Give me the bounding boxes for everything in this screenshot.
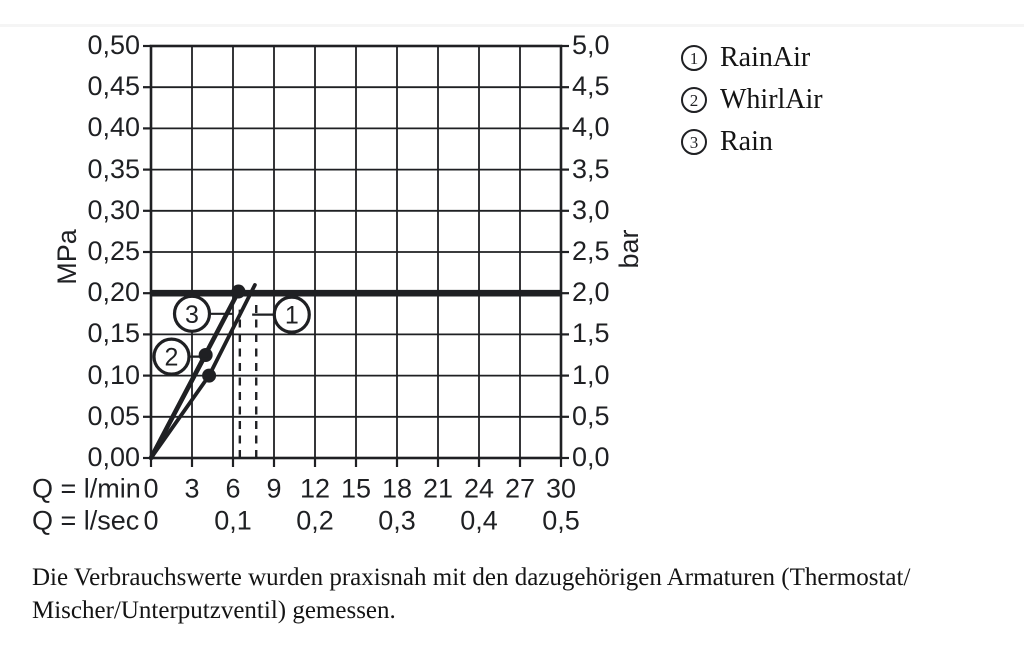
y-tick-bar: 2,0: [572, 277, 610, 308]
x-tick-lsec: 0,5: [542, 505, 580, 536]
x-tick-lmin: 21: [422, 473, 454, 504]
y-tick-bar: 0,0: [572, 441, 610, 472]
y-tick-bar: 3,0: [572, 194, 610, 225]
x-tick-lsec: 0,1: [214, 505, 252, 536]
y-axis-unit-mpa: MPa: [51, 229, 82, 285]
y-tick-bar: 4,0: [572, 112, 610, 143]
y-tick-mpa: 0,15: [87, 318, 140, 349]
legend: [681, 37, 823, 163]
chart-canvas: [126, 21, 586, 483]
x-tick-lmin: 15: [340, 473, 372, 504]
x-tick-lmin: 24: [463, 473, 495, 504]
x-tick-lmin: 30: [545, 473, 577, 504]
x-tick-lsec: 0: [143, 505, 159, 536]
x-axis-label-lsec: Q = l/sec: [32, 505, 140, 536]
x-tick-lmin: 3: [184, 473, 200, 504]
x-tick-lsec: 0,4: [460, 505, 498, 536]
annotation-number: 3: [185, 300, 199, 329]
y-tick-bar: 5,0: [572, 29, 610, 60]
y-tick-mpa: 0,20: [87, 277, 140, 308]
y-tick-mpa: 0,35: [87, 153, 140, 184]
x-tick-lsec: 0,3: [378, 505, 416, 536]
legend-item-number: 1: [681, 45, 707, 71]
y-tick-bar: 0,5: [572, 400, 610, 431]
legend-item-label: RainAir: [720, 42, 811, 73]
y-tick-mpa: 0,40: [87, 112, 140, 143]
y-tick-mpa: 0,50: [87, 29, 140, 60]
legend-item-label: WhirlAir: [720, 84, 823, 115]
marker-dot-rainair: [202, 369, 216, 383]
y-tick-bar: 1,0: [572, 359, 610, 390]
marker-dot-whirlair: [199, 348, 213, 362]
y-tick-bar: 2,5: [572, 235, 610, 266]
marker-dot-rain: [231, 285, 245, 299]
y-tick-mpa: 0,10: [87, 359, 140, 390]
legend-item-label: Rain: [720, 126, 773, 157]
y-tick-bar: 1,5: [572, 318, 610, 349]
y-tick-mpa: 0,45: [87, 71, 140, 102]
y-tick-bar: 4,5: [572, 71, 610, 102]
x-tick-lmin: 6: [225, 473, 241, 504]
legend-item: [681, 121, 823, 163]
y-tick-bar: 3,5: [572, 153, 610, 184]
x-tick-lmin: 9: [266, 473, 282, 504]
y-tick-mpa: 0,25: [87, 235, 140, 266]
y-tick-mpa: 0,00: [87, 441, 140, 472]
x-tick-lmin: 0: [143, 473, 159, 504]
y-axis-unit-bar: bar: [613, 229, 644, 269]
legend-item-number: 2: [681, 87, 707, 113]
x-tick-lmin: 18: [381, 473, 413, 504]
annotation-number: 2: [164, 343, 179, 372]
y-tick-mpa: 0,30: [87, 194, 140, 225]
annotation-number: 1: [284, 301, 299, 330]
footnote-line-2: Mischer/Unterputzventil) gemessen.: [32, 597, 396, 624]
x-axis-label-lmin: Q = l/min: [32, 473, 141, 504]
footnote: [32, 561, 952, 627]
legend-item: [681, 37, 823, 79]
x-tick-lsec: 0,2: [296, 505, 334, 536]
footnote-line-1: Die Verbrauchswerte wurden praxisnah mit den dazugehörigen Armaturen (Thermostat/: [32, 564, 911, 591]
x-tick-lmin: 12: [299, 473, 331, 504]
legend-item: [681, 79, 823, 121]
y-tick-mpa: 0,05: [87, 400, 140, 431]
x-tick-lmin: 27: [504, 473, 536, 504]
legend-item-number: 3: [681, 129, 707, 155]
